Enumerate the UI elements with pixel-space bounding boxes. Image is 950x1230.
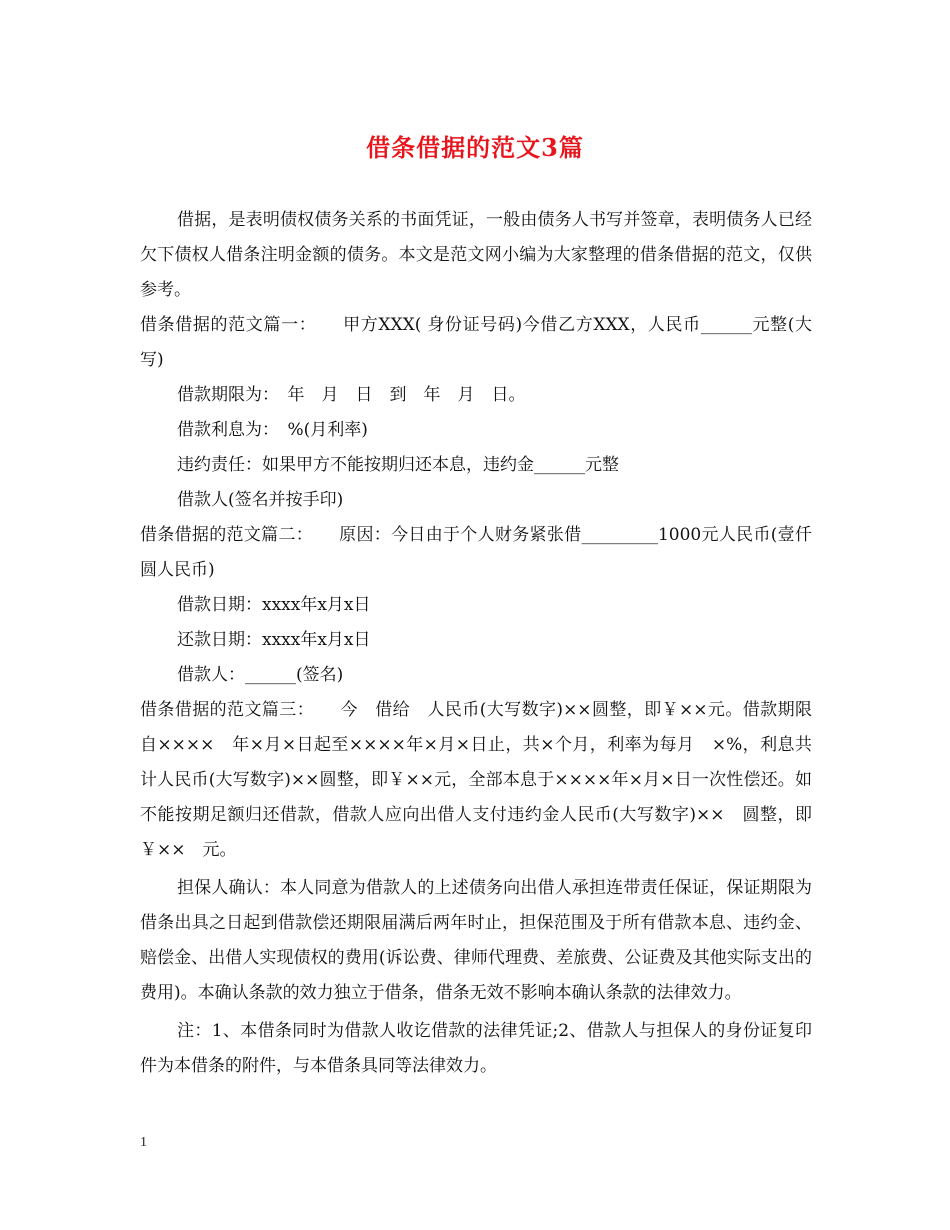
repay-date-line: 还款日期：xxxx年x月x日 [177, 630, 371, 650]
breach-liability-line: 违约责任：如果甲方不能按期归还本息，违约金______元整 [177, 455, 619, 475]
borrower-line: 借款人：______(签名) [177, 665, 344, 685]
sample-three-paragraph: 借条借据的范文篇三： 今 借给 人民币(大写数字)××圆整，即￥××元。借款期限自×××× 年×月×日起至××××年×月×日止，共×个月，利率为每月 ×%，利息共计人民币(大写数字)××圆整，即￥××元，全部本息于××××年×月×日一次性偿还。如不能按期足额归还借款，借款人应向出借人支付违约金人民币(大写数字)×× 圆整，即￥×× 元。 [140, 700, 812, 860]
document-body [140, 203, 812, 1084]
borrower-signature-line: 借款人(签名并按手印) [177, 490, 344, 510]
sample-one-heading-paragraph: 借条借据的范文篇一： 甲方XXX( 身份证号码)今借乙方XXX，人民币______元整(大写) [140, 315, 812, 370]
loan-interest-line: 借款利息为： %(月利率) [177, 420, 368, 440]
sample-two-heading-paragraph: 借条借据的范文篇二： 原因：今日由于个人财务紧张借_________1000元人民币(壹仟圆人民币) [140, 525, 812, 580]
intro-paragraph: 借据，是表明债权债务关系的书面凭证，一般由债务人书写并签章，表明债务人已经欠下债权人借条注明金额的债务。本文是范文网小编为大家整理的借条借据的范文，仅供参考。 [140, 210, 812, 300]
page-number: 1 [140, 1135, 147, 1150]
document-title: 借条借据的范文3篇 [366, 133, 584, 162]
loan-period-line: 借款期限为： 年 月 日 到 年 月 日。 [177, 385, 526, 405]
note-paragraph: 注：1、本借条同时为借款人收讫借款的法律凭证;2、借款人与担保人的身份证复印件为本借条的附件，与本借条具同等法律效力。 [140, 1021, 812, 1076]
loan-date-line: 借款日期：xxxx年x月x日 [177, 595, 371, 615]
guarantor-paragraph: 担保人确认：本人同意为借款人的上述债务向出借人承担连带责任保证，保证期限为借条出具之日起到借款偿还期限届满后两年时止，担保范围及于所有借款本息、违约金、赔偿金、出借人实现债权的费用(诉讼费、律师代理费、差旅费、公证费及其他实际支出的费用)。本确认条款的效力独立于借条，借条无效不影响本确认条款的法律效力。 [140, 878, 812, 1003]
